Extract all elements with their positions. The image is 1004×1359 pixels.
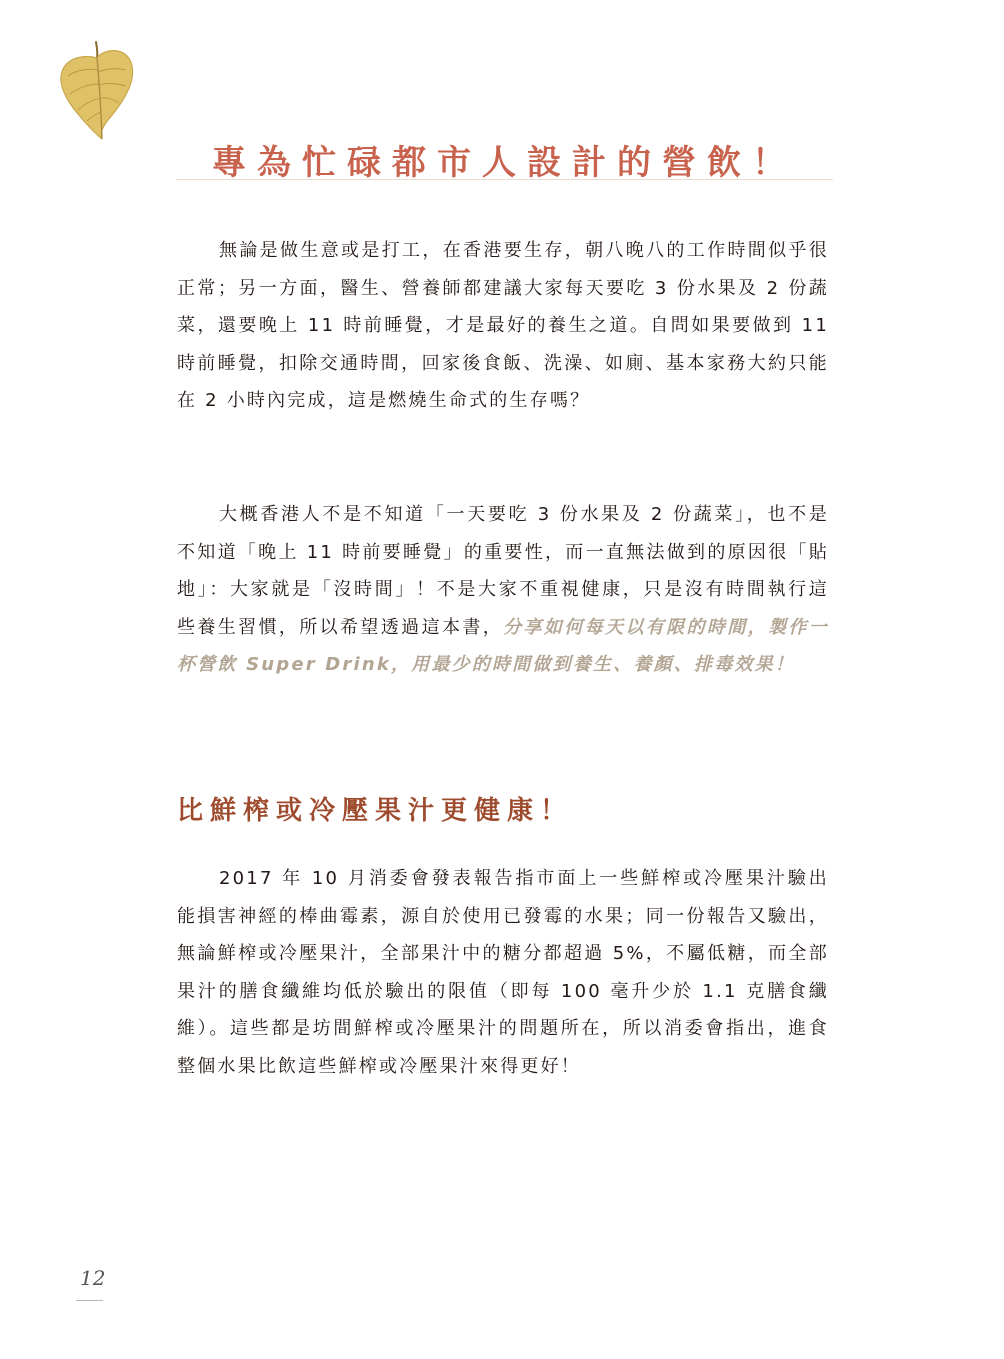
intro-paragraph-2-highlight: 分享如何每天以有限的時間，製作一杯營飲 Super Drink，用最少的時間做到養生、養顏、排毒效果！ [177, 616, 829, 676]
page-number-divider [76, 1300, 103, 1301]
intro-paragraph-2 [177, 496, 829, 684]
page-number: 12 [80, 1266, 106, 1290]
intro-paragraph-1: 無論是做生意或是打工，在香港要生存，朝八晚八的工作時間似乎很正常；另一方面，醫生、營養師都建議大家每天要吃 3 份水果及 2 份蔬菜，還要晚上 11 時前睡覺，才是最好的養生之道。自問如果要做到 11 時前睡覺，扣除交通時間，回家後食飯、洗澡、如廁、基本家務大約只能在 2 小時內完成，這是燃燒生命式的生存嗎？ [177, 240, 829, 412]
leaf-icon [56, 40, 136, 140]
section-heading: 比鮮榨或冷壓果汁更健康！ [177, 796, 574, 826]
title-divider [176, 179, 833, 180]
section-paragraph: 2017 年 10 月消委會發表報告指市面上一些鮮榨或冷壓果汁驗出能損害神經的棒曲霉素，源自於使用已發霉的水果；同一份報告又驗出，無論鮮榨或冷壓果汁，全部果汁中的糖分都超過 5%，不屬低糖，而全部果汁的膳食纖維均低於驗出的限值（即每 100 毫升少於 1.1 克膳食纖維）。這些都是坊間鮮榨或冷壓果汁的問題所在，所以消委會指出，進食整個水果比飲這些鮮榨或冷壓果汁來得更好！ [177, 868, 829, 1077]
page-title: 專為忙碌都市人設計的營飲！ [212, 142, 797, 183]
intro-paragraph-2-text: 大概香港人不是不知道「一天要吃 3 份水果及 2 份蔬菜」，也不是不知道「晚上 11 時前要睡覺」的重要性，而一直無法做到的原因很「貼地」：大家就是「沒時間」！不是大家不重視健康，只是沒有時間執行這些養生習慣，所以希望透過這本書， [177, 504, 829, 638]
